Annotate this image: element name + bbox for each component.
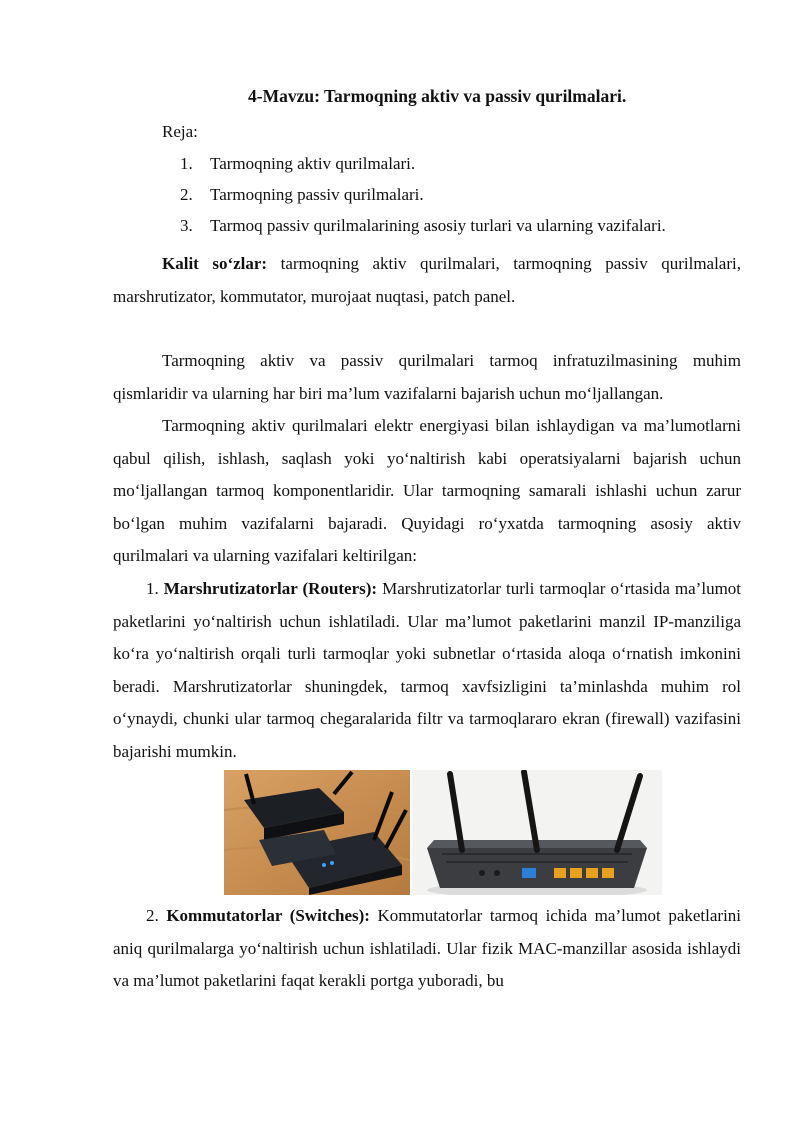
list-number: 2.	[146, 906, 159, 925]
plan-heading: Reja:	[162, 122, 198, 141]
keywords-text: tarmoqning aktiv qurilmalari, tarmoqning passiv qurilmalari, marshrutizator, kommutator, murojaat nuqtasi, patch panel.	[113, 254, 741, 306]
plan-item: 3. Tarmoq passiv qurilmalarining asosiy turlari va ularning vazifalari.	[180, 216, 666, 235]
plan-item: 2. Tarmoqning passiv qurilmalari.	[180, 185, 424, 204]
keywords-paragraph	[113, 248, 741, 313]
intro-paragraph: Tarmoqning aktiv va passiv qurilmalari tarmoq infratuzilmasining muhim qismlaridir va ularning har biri ma’lum vazifalarni bajarish uchun mo‘ljallangan.	[113, 351, 741, 403]
list-number: 1.	[146, 579, 159, 598]
routers-figure	[224, 770, 662, 895]
router-photo-right	[412, 770, 662, 895]
plan-item: 1. Tarmoqning aktiv qurilmalari.	[180, 154, 416, 173]
list-text: Marshrutizatorlar turli tarmoqlar o‘rtasida ma’lumot paketlarini yo‘naltirish uchun ishlatiladi. Ular ma’lumot paketlarini manzil IP-manziliga ko‘ra yo‘naltirish orqali turli tarmoqlar yoki subnetlar o‘rtasida aloqa o‘rnatish imkonini beradi. Marshrutizatorlar shuningdek, tarmoq xavfsizligini ta’minlashda muhim rol o‘ynaydi, chunki ular tarmoq chegaralarida filtr va tarmoqlararo ekran (firewall) vazifasini bajarishi mumkin.	[113, 579, 742, 761]
routers-photo-left	[224, 770, 410, 895]
list-text: Kommutatorlar tarmoq ichida ma’lumot paketlarini aniq qurilmalarga yo‘naltirish uchun ishlatiladi. Ular fizik MAC-manzillar asosida ishlaydi va ma’lumot paketlarini faqat kerakli portga yuboradi, bu	[113, 906, 742, 991]
list-term: Marshrutizatorlar (Routers):	[163, 579, 378, 598]
list-item-switches	[113, 900, 741, 998]
list-term: Kommutatorlar (Switches):	[166, 906, 370, 925]
list-item-routers	[113, 573, 741, 769]
plan-list	[180, 148, 666, 241]
keywords-label: Kalit so‘zlar:	[162, 254, 268, 273]
page-title: 4-Mavzu: Tarmoqning aktiv va passiv qurilmalari.	[248, 86, 627, 106]
active-devices-paragraph: Tarmoqning aktiv qurilmalari elektr energiyasi bilan ishlaydigan va ma’lumotlarni qabul qilish, ishlash, saqlash yoki yo‘naltirish kabi operatsiyalarni bajarish uchun mo‘ljallangan tarmoq komponentlaridir. Ular tarmoqning samarali ishlashi uchun zarur bo‘lgan muhim vazifalarni bajaradi. Quyidagi ro‘yxatda tarmoqning asosiy aktiv qurilmalari va ularning vazifalari keltirilgan:	[113, 416, 741, 566]
